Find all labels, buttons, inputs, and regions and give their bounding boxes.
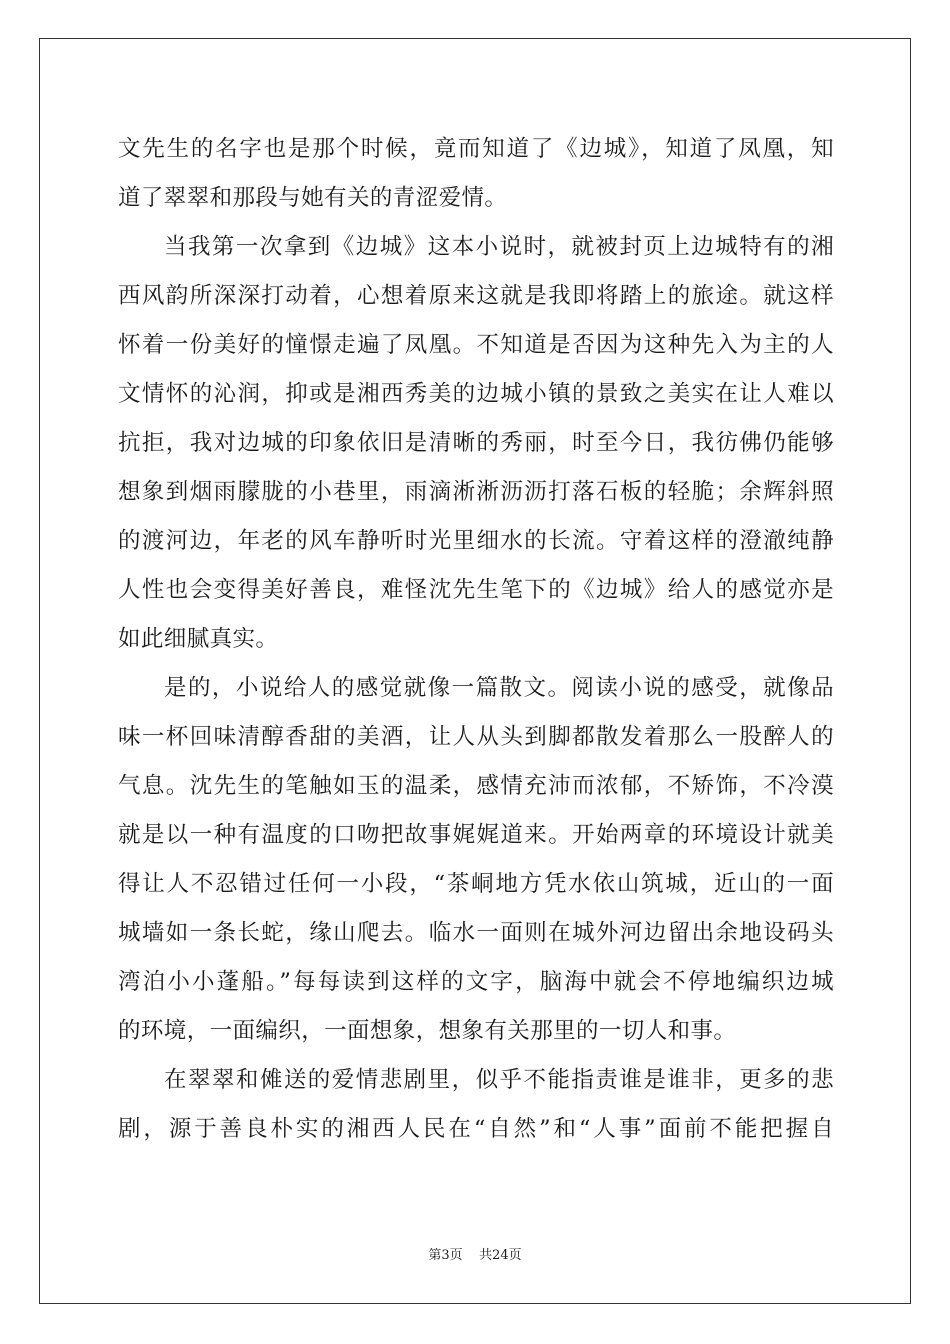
text-line: 湾泊小小蓬船。”每每读到这样的文字，脑海中就会不停地编织边城 [118, 969, 834, 995]
text-line: 抗拒，我对边城的印象依旧是清晰的秀丽，时至今日，我彷佛仍能够 [118, 430, 834, 456]
text-line: 剧，源于善良朴实的湘西人民在“自然”和“人事”面前不能把握自 [118, 1116, 834, 1142]
document-body [118, 125, 834, 1154]
text-line: 在翠翠和傩送的爱情悲剧里，似乎不能指责谁是谁非，更多的悲 [164, 1067, 834, 1093]
text-line: 西风韵所深深打动着，心想着原来这就是我即将踏上的旅途。就这样 [118, 283, 834, 309]
text-line: 是的，小说给人的感觉就像一篇散文。阅读小说的感受，就像品 [164, 675, 834, 701]
text-line: 想象到烟雨朦胧的小巷里，雨滴淅淅沥沥打落石板的轻脆；余辉斜照 [118, 479, 834, 505]
text-line: 人性也会变得美好善良，难怪沈先生笔下的《边城》给人的感觉亦是 [118, 577, 834, 603]
text-line: 文情怀的沁润，抑或是湘西秀美的边城小镇的景致之美实在让人难以 [118, 381, 834, 407]
text-line: 的环境，一面编织，一面想象，想象有关那里的一切人和事。 [118, 1018, 737, 1044]
text-line: 怀着一份美好的憧憬走遍了凤凰。不知道是否因为这种先入为主的人 [118, 332, 834, 358]
total-pages: 共24页 [479, 1248, 522, 1263]
page-footer [0, 1248, 950, 1264]
text-line: 当我第一次拿到《边城》这本小说时，就被封页上边城特有的湘 [164, 234, 834, 260]
text-line: 味一杯回味清醇香甜的美酒，让人从头到脚都散发着那么一股醉人的 [118, 724, 834, 750]
text-line: 的渡河边，年老的风车静听时光里细水的长流。守着这样的澄澈纯静 [118, 528, 834, 554]
text-line: 城墙如一条长蛇，缘山爬去。临水一面则在城外河边留出余地设码头 [118, 920, 834, 946]
text-line: 如此细腻真实。 [118, 626, 279, 652]
text-line: 道了翠翠和那段与她有关的青涩爱情。 [118, 185, 508, 211]
text-line: 气息。沈先生的笔触如玉的温柔，感情充沛而浓郁，不矫饰，不冷漠 [118, 773, 834, 799]
text-line: 得让人不忍错过任何一小段，“茶峒地方凭水依山筑城，近山的一面 [118, 871, 834, 897]
page-number: 第3页 [428, 1248, 463, 1263]
text-line: 就是以一种有温度的口吻把故事娓娓道来。开始两章的环境设计就美 [118, 822, 834, 848]
text-line: 文先生的名字也是那个时候，竟而知道了《边城》，知道了凤凰，知 [118, 136, 834, 162]
